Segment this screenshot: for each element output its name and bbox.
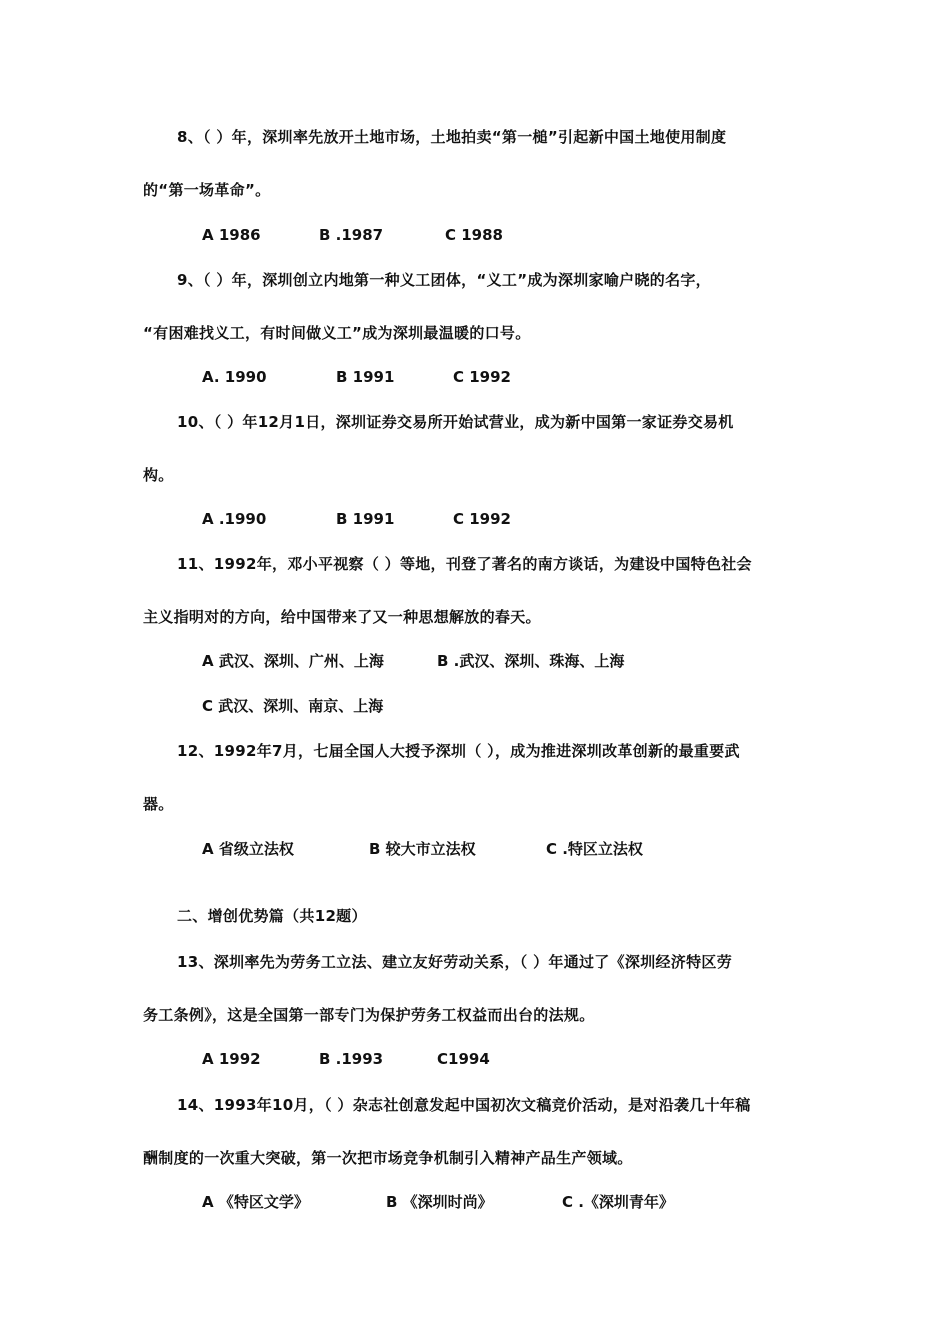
- question-11-line-2: 主义指明对的方向，给中国带来了又一种思想解放的春天。: [143, 608, 541, 626]
- question-9-option-c: C 1992: [453, 368, 511, 386]
- question-13-option-a: A 1992: [202, 1050, 261, 1068]
- question-13-line-2: 务工条例》，这是全国第一部专门为保护劳务工权益而出台的法规。: [143, 1006, 595, 1024]
- question-12-line-2: 器。: [143, 795, 174, 813]
- question-13-option-b: B .1993: [319, 1050, 384, 1068]
- question-14-line-2: 酬制度的一次重大突破，第一次把市场竞争机制引入精神产品生产领域。: [143, 1149, 633, 1167]
- question-9-line-2: “有困难找义工，有时间做义工”成为深圳最温暖的口号。: [143, 324, 531, 342]
- question-10-line-1: 10、（ ）年12月1日，深圳证券交易所开始试营业，成为新中国第一家证券交易机: [177, 413, 734, 431]
- question-14-option-a: A 《特区文学》: [202, 1193, 309, 1211]
- question-9-line-1: 9、（ ）年，深圳创立内地第一种义工团体，“义工”成为深圳家喻户晓的名字，: [177, 271, 711, 289]
- question-11-option-a: A 武汉、深圳、广州、上海: [202, 652, 384, 670]
- question-12-line-1: 12、1992年7月，七届全国人大授予深圳（ ），成为推进深圳改革创新的最重要武: [177, 742, 740, 760]
- question-10-option-c: C 1992: [453, 510, 511, 528]
- question-14-option-b: B 《深圳时尚》: [386, 1193, 493, 1211]
- question-8-option-b: B .1987: [319, 226, 384, 244]
- question-10-line-2: 构。: [143, 466, 174, 484]
- question-10-option-a: A .1990: [202, 510, 267, 528]
- question-13-option-c: C1994: [437, 1050, 490, 1068]
- question-10-option-b: B 1991: [336, 510, 395, 528]
- question-11-option-b: B .武汉、深圳、珠海、上海: [437, 652, 625, 670]
- question-14-option-c: C .《深圳青年》: [562, 1193, 674, 1211]
- question-12-option-b: B 较大市立法权: [369, 840, 476, 858]
- section-2-heading: 二、增创优势篇（共12题）: [177, 907, 367, 925]
- question-8-option-c: C 1988: [445, 226, 503, 244]
- question-11-line-1: 11、1992年，邓小平视察（ ）等地，刊登了著名的南方谈话，为建设中国特色社会: [177, 555, 752, 573]
- question-8-line-2: 的“第一场革命”。: [143, 181, 271, 199]
- question-8-line-1: 8、（ ）年，深圳率先放开土地市场，土地拍卖“第一槌”引起新中国土地使用制度: [177, 128, 727, 146]
- question-12-option-c: C .特区立法权: [546, 840, 643, 858]
- question-9-option-a: A. 1990: [202, 368, 267, 386]
- question-9-option-b: B 1991: [336, 368, 395, 386]
- question-11-option-c: C 武汉、深圳、南京、上海: [202, 697, 384, 715]
- question-8-option-a: A 1986: [202, 226, 261, 244]
- question-14-line-1: 14、1993年10月，（ ）杂志社创意发起中国初次文稿竞价活动，是对沿袭几十年稿: [177, 1096, 751, 1114]
- question-13-line-1: 13、深圳率先为劳务工立法、建立友好劳动关系，（ ）年通过了《深圳经济特区劳: [177, 953, 732, 971]
- question-12-option-a: A 省级立法权: [202, 840, 294, 858]
